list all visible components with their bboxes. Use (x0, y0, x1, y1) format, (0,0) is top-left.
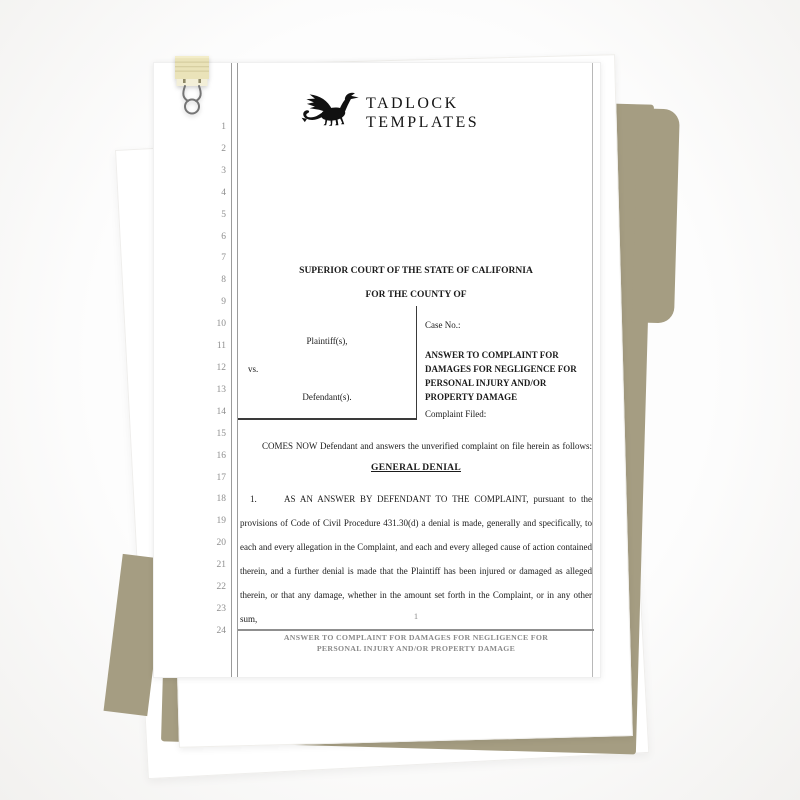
caption-parties-cell (238, 306, 417, 420)
line-number-column (188, 117, 226, 643)
line-number: 13 (216, 384, 226, 395)
page-number: 1 (413, 611, 419, 621)
line-number: 18 (216, 494, 226, 505)
line-number: 2 (221, 143, 226, 154)
section-heading: GENERAL DENIAL (371, 463, 461, 473)
brand-line2: TEMPLATES (366, 114, 480, 131)
body-paragraph (240, 487, 592, 631)
document-title-line: PROPERTY DAMAGE (425, 392, 518, 402)
brand-name (366, 94, 479, 132)
document-title-line: PERSONAL INJURY AND/OR (425, 378, 547, 388)
court-title-line1: SUPERIOR COURT OF THE STATE OF CALIFORNIA (299, 266, 533, 276)
line-number: 5 (221, 209, 226, 220)
line-number: 23 (216, 603, 226, 614)
tadlock-logo (300, 85, 540, 141)
pleading-margin-double-rule (231, 63, 238, 677)
line-number: 19 (216, 516, 226, 527)
defendant-label: Defendant(s). (302, 392, 352, 402)
paragraph-line: therein, and a further denial is made that the Plaintiff has been injured or damaged as alleged (240, 566, 592, 576)
binder-clip-icon (170, 46, 214, 120)
brand-line1: TADLOCK (366, 95, 459, 112)
line-number: 15 (216, 428, 226, 439)
line-number: 12 (216, 362, 226, 373)
footer-rule (238, 629, 594, 631)
footer-title-line2: PERSONAL INJURY AND/OR PROPERTY DAMAGE (316, 643, 516, 653)
line-number: 9 (221, 297, 226, 308)
line-number: 14 (216, 406, 226, 417)
line-number: 8 (221, 275, 226, 286)
line-number: 10 (216, 319, 226, 330)
line-number: 16 (216, 450, 226, 461)
document-title-line: ANSWER TO COMPLAINT FOR (425, 350, 559, 360)
line-number: 3 (221, 165, 226, 176)
case-caption (238, 306, 593, 420)
line-number: 1 (221, 122, 226, 132)
body-intro-line: COMES NOW Defendant and answers the unverified complaint on file herein as follows: (262, 441, 592, 451)
paragraph-line: each and every allegation in the Complaint, and each and every alleged cause of action contained (240, 542, 592, 552)
case-number-label: Case No.: (425, 320, 461, 330)
line-number: 11 (216, 341, 226, 352)
complaint-filed-label: Complaint Filed: (425, 409, 487, 419)
line-number: 17 (216, 472, 226, 483)
plaintiff-label: Plaintiff(s), (306, 336, 348, 346)
line-number: 6 (221, 231, 226, 242)
court-title (240, 259, 592, 307)
footer-title-line1: ANSWER TO COMPLAINT FOR DAMAGES FOR NEGLIGENCE FOR (283, 633, 549, 642)
document-title-line: DAMAGES FOR NEGLIGENCE FOR (425, 364, 577, 374)
paragraph-first-line-text: AS AN ANSWER BY DEFENDANT TO THE COMPLAINT, pursuant to the (284, 494, 592, 504)
document-title (425, 348, 577, 404)
paragraph-first-line (240, 487, 592, 511)
dragon-icon (300, 88, 364, 138)
line-number: 4 (221, 187, 226, 198)
paragraph-number: 1. (250, 494, 257, 504)
vs-label: vs. (248, 364, 259, 374)
pleading-document-page (153, 62, 601, 678)
line-number: 7 (221, 253, 226, 264)
line-number: 24 (216, 625, 226, 636)
line-number: 20 (216, 538, 226, 549)
paragraph-line: therein, or that any damage, whether in the amount set forth in the Complaint, or in any other sum, (240, 590, 592, 624)
court-title-line2: FOR THE COUNTY OF (365, 290, 467, 300)
line-number: 22 (216, 582, 226, 593)
footer-title (238, 633, 594, 654)
paragraph-line: provisions of Code of Civil Procedure 431.30(d) a denial is made, generally and specifically, to (240, 518, 592, 528)
binder-clip (170, 46, 214, 120)
folder-tab (632, 108, 680, 323)
line-number: 21 (216, 560, 226, 571)
